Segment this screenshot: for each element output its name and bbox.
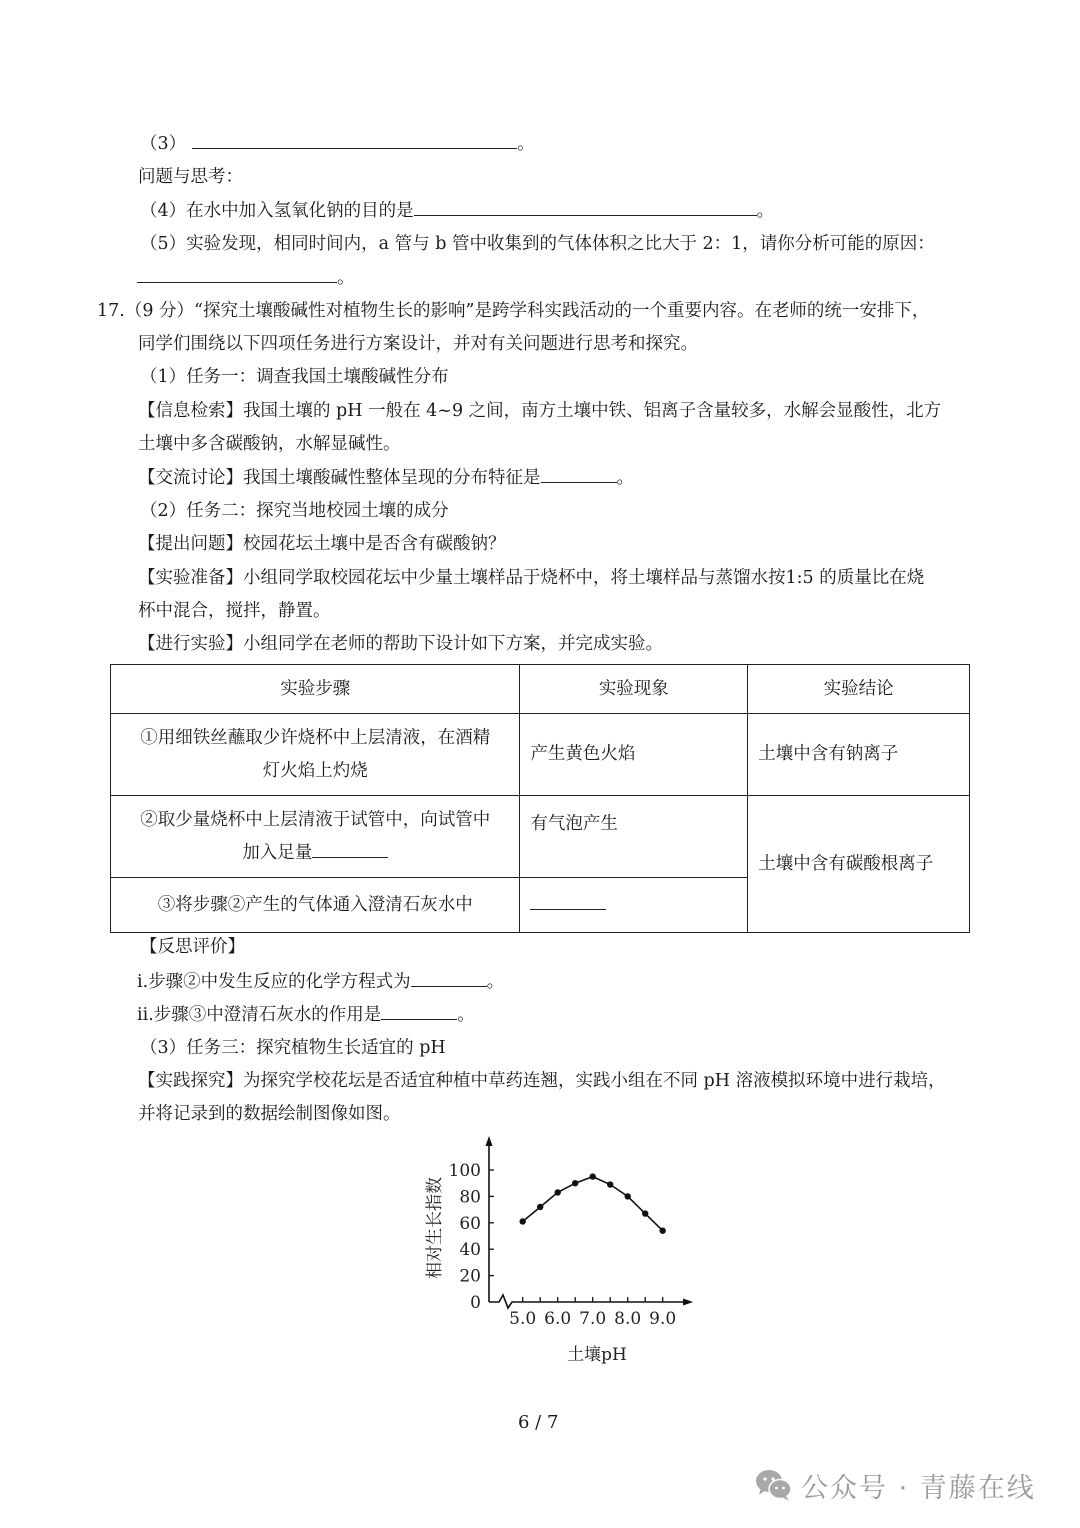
table-header-row [111, 665, 970, 714]
prep-line2: 杯中混合，搅拌，静置。 [138, 601, 331, 621]
question-number: 17. [97, 301, 125, 321]
prep-tag: 【实验准备】 [138, 568, 243, 588]
item-3-label: （3） [140, 134, 187, 154]
data-point [555, 1189, 561, 1195]
reflection-tag: 【反思评价】 [140, 937, 245, 957]
answer-blank[interactable] [137, 265, 337, 283]
header-phenomenon: 实验现象 [520, 665, 748, 714]
watermark [755, 1460, 1036, 1510]
y-tick-label: 60 [459, 1213, 481, 1234]
page-number: 6 / 7 [518, 1412, 559, 1433]
question-intro: “探究土壤酸碱性对植物生长的影响”是跨学科实践活动的一个重要内容。在老师的统一安排下， [194, 301, 930, 321]
x-tick-label: 5.0 [509, 1309, 537, 1329]
y-tick-label: 40 [459, 1240, 481, 1261]
answer-blank[interactable] [541, 465, 617, 483]
data-point [660, 1228, 666, 1234]
phenomenon-cell: 有气泡产生 [520, 796, 748, 878]
item-5: （5）实验发现，相同时间内，a 管与 b 管中收集到的气体体积之比大于 2：1，请你分析可能的原因： [140, 234, 935, 254]
task1-title: （1）任务一：调查我国土壤酸碱性分布 [140, 367, 449, 387]
reflection-ii [137, 1002, 475, 1027]
conclusion-cell: 土壤中含有钠离子 [748, 714, 970, 796]
data-point [642, 1210, 648, 1216]
reflection-i-text: i.步骤②中发生反应的化学方程式为 [137, 972, 411, 992]
info-retrieval [138, 399, 941, 423]
conduct-experiment [138, 632, 663, 656]
answer-blank[interactable] [411, 969, 487, 987]
period: 。 [457, 1005, 475, 1025]
answer-blank[interactable] [312, 840, 388, 858]
data-point [625, 1193, 631, 1199]
experiment-table [110, 664, 970, 933]
y-tick-label: 20 [459, 1266, 481, 1287]
data-points [520, 1173, 666, 1234]
step-line2: 灯火焰上灼烧 [262, 760, 368, 781]
exp-tag: 【进行实验】 [138, 634, 243, 654]
data-point [607, 1181, 613, 1187]
step-text: 加入足量 [242, 842, 313, 863]
prep-text: 小组同学取校园花坛中少量土壤样品于烧杯中，将土壤样品与蒸馏水按1:5 的质量比在烧 [243, 568, 925, 588]
y-tick-label: 0 [470, 1293, 481, 1313]
y-axis-label: 相对生长指数 [425, 1177, 445, 1279]
wechat-icon [755, 1468, 793, 1502]
header-steps: 实验步骤 [111, 665, 520, 714]
header-conclusion: 实验结论 [748, 665, 970, 714]
task2-title: （2）任务二：探究当地校园土壤的成分 [140, 501, 449, 521]
x-axis-arrow-icon [683, 1299, 693, 1306]
conclusion-cell: 土壤中含有碳酸根离子 [748, 796, 970, 933]
data-point [572, 1180, 578, 1186]
exp-text: 小组同学在老师的帮助下设计如下方案，并完成实验。 [243, 634, 663, 654]
growth-chart [410, 1130, 710, 1375]
x-tick-label: 8.0 [614, 1309, 642, 1329]
item-3 [140, 131, 535, 156]
step-line2 [121, 837, 509, 870]
practice-text: 为探究学校花坛是否适宜种植中草药连翘，实践小组在不同 pH 溶液模拟环境中进行栽培， [243, 1071, 946, 1091]
info-text: 我国土壤的 pH 一般在 4~9 之间，南方土壤中铁、铝离子含量较多，水解会显酸性，北方 [243, 401, 942, 421]
question-17-header [97, 299, 929, 323]
phenomenon-cell: 产生黄色火焰 [520, 714, 748, 796]
y-tick-label: 100 [448, 1161, 481, 1181]
question-tag: 【提出问题】 [138, 534, 243, 554]
x-tick-label: 7.0 [579, 1309, 607, 1329]
x-axis [489, 1295, 686, 1308]
answer-blank[interactable] [192, 131, 517, 149]
question-score: （9 分） [124, 301, 195, 321]
period: 。 [616, 468, 634, 488]
x-tick-label: 9.0 [649, 1309, 677, 1329]
period: 。 [486, 972, 505, 992]
x-axis-label: 土壤pH [567, 1345, 627, 1365]
section-heading: 问题与思考： [138, 167, 243, 187]
practice-line2: 并将记录到的数据绘制图像如图。 [138, 1104, 401, 1124]
info-line2: 土壤中多含碳酸钠，水解显碱性。 [138, 434, 401, 454]
question-intro-line2: 同学们围绕以下四项任务进行方案设计，并对有关问题进行思考和探究。 [138, 334, 698, 354]
step-cell: ③将步骤②产生的气体通入澄清石灰水中 [111, 878, 520, 933]
data-point [537, 1204, 543, 1210]
data-line [523, 1177, 663, 1231]
item-4-text: （4）在水中加入氢氧化钠的目的是 [140, 201, 414, 221]
table-row [111, 796, 970, 878]
discussion [138, 465, 634, 490]
phenomenon-cell [520, 878, 748, 933]
growth-line-chart [410, 1130, 710, 1375]
period: 。 [517, 134, 535, 154]
experiment-prep [138, 566, 924, 590]
item-4 [140, 198, 774, 223]
item-5-answer [137, 265, 355, 290]
practice-inquiry [138, 1069, 946, 1093]
question-text: 校园花坛土壤中是否含有碳酸钠？ [243, 534, 506, 554]
reflection-i [137, 969, 504, 994]
reflection-ii-text: ii.步骤③中澄清石灰水的作用是 [137, 1005, 382, 1025]
period: 。 [337, 268, 355, 288]
x-tick-label: 6.0 [544, 1309, 572, 1329]
step-line1: ②取少量烧杯中上层清液于试管中，向试管中 [140, 809, 491, 830]
info-tag: 【信息检索】 [138, 401, 243, 421]
step-line1: ①用细铁丝蘸取少许烧杯中上层清液，在酒精 [140, 727, 491, 748]
data-point [520, 1218, 526, 1224]
discuss-tag: 【交流讨论】 [138, 468, 243, 488]
y-tick-label: 80 [459, 1187, 481, 1208]
period: 。 [756, 201, 775, 221]
watermark-text: 公众号 · 青藤在线 [801, 1472, 1036, 1504]
task3-title: （3）任务三：探究植物生长适宜的 pH [140, 1038, 446, 1058]
answer-blank[interactable] [414, 198, 757, 216]
y-ticks [449, 1161, 494, 1313]
raise-question [138, 532, 506, 556]
table-row [111, 714, 970, 796]
y-axis-arrow-icon [486, 1136, 493, 1146]
practice-tag: 【实践探究】 [138, 1071, 243, 1091]
data-point [590, 1173, 596, 1179]
answer-blank[interactable] [381, 1002, 457, 1020]
answer-blank[interactable] [530, 892, 606, 910]
discuss-text: 我国土壤酸碱性整体呈现的分布特征是 [243, 468, 541, 488]
step-cell [111, 796, 520, 878]
step-cell [111, 714, 520, 796]
